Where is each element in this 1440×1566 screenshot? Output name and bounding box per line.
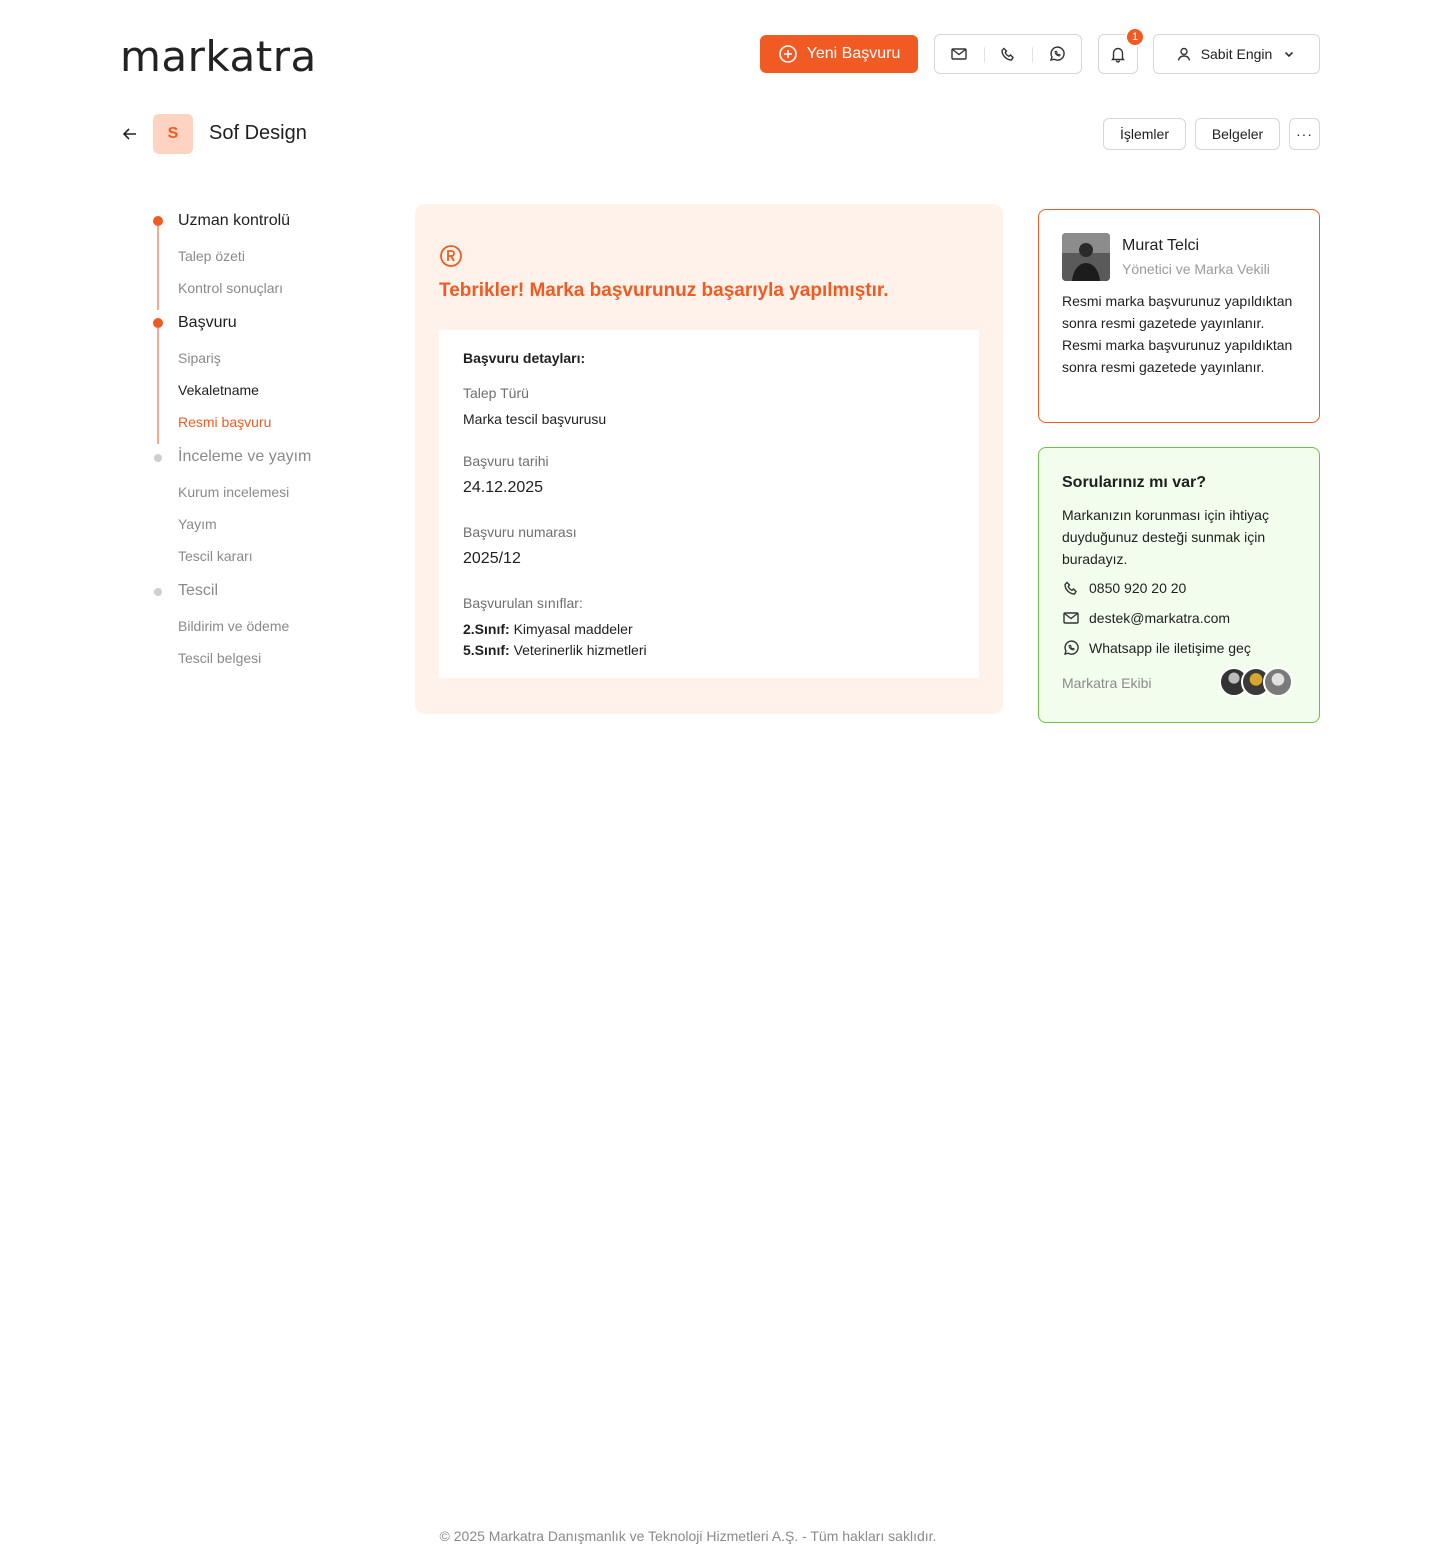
- bell-icon: [1109, 45, 1127, 63]
- step-basvuru[interactable]: Başvuru: [178, 314, 237, 331]
- applied-classes-label: Başvurulan sınıflar:: [463, 595, 583, 611]
- help-email-link[interactable]: [1062, 609, 1230, 627]
- new-application-button[interactable]: [760, 35, 918, 73]
- success-message: Tebrikler! Marka başvurunuz başarıyla yapılmıştır.: [439, 280, 889, 301]
- step-item-siparis[interactable]: Sipariş: [178, 350, 221, 366]
- agent-name: Murat Telci: [1122, 237, 1200, 254]
- contact-buttons: [934, 34, 1082, 74]
- page-subheader: [120, 114, 1320, 154]
- agent-photo: [1062, 233, 1110, 281]
- company-avatar: S: [153, 114, 193, 154]
- page-title: Sof Design: [209, 122, 307, 144]
- class-name: Veterinerlik hizmetleri: [513, 642, 647, 658]
- application-details: [439, 330, 979, 678]
- request-type-label: Talep Türü: [463, 385, 529, 401]
- step-connector: [157, 226, 159, 310]
- class-code: 2.Sınıf:: [463, 621, 510, 637]
- step-uzman-kontrolu[interactable]: Uzman kontrolü: [178, 212, 291, 229]
- team-label: Markatra Ekibi: [1062, 675, 1152, 691]
- user-name: Sabit Engin: [1200, 46, 1273, 62]
- phone-button[interactable]: [984, 35, 1033, 73]
- application-number-label: Başvuru numarası: [463, 524, 577, 540]
- step-indicator: [154, 588, 162, 596]
- step-inceleme-ve-yayim[interactable]: İnceleme ve yayım: [178, 448, 312, 465]
- agent-role: Yönetici ve Marka Vekili: [1122, 261, 1270, 277]
- whatsapp-icon: [1048, 45, 1066, 63]
- application-success-card: [415, 204, 1003, 714]
- step-item-resmi-basvuru[interactable]: Resmi başvuru: [178, 414, 272, 430]
- step-item-vekaletname[interactable]: Vekaletname: [178, 382, 259, 398]
- step-indicator: [153, 216, 163, 226]
- help-whatsapp-link[interactable]: [1062, 639, 1251, 657]
- team-avatars: [1219, 667, 1299, 699]
- application-date-value: 24.12.2025: [463, 479, 544, 496]
- mail-icon: [950, 45, 968, 63]
- help-phone-link[interactable]: [1062, 579, 1186, 597]
- help-card: [1038, 447, 1320, 723]
- whatsapp-icon: [1062, 639, 1080, 657]
- user-icon: [1176, 46, 1192, 62]
- whatsapp-button[interactable]: [1032, 35, 1081, 73]
- step-item-yayim[interactable]: Yayım: [178, 516, 217, 532]
- step-indicator: [153, 318, 163, 328]
- notification-badge: 1: [1125, 27, 1145, 47]
- details-heading: Başvuru detayları:: [463, 350, 586, 366]
- logo[interactable]: markatra: [120, 32, 317, 81]
- step-item-talep-ozeti[interactable]: Talep özeti: [178, 248, 245, 264]
- top-header: [120, 30, 1320, 81]
- help-email: destek@markatra.com: [1089, 610, 1231, 626]
- mail-icon: [1062, 609, 1080, 627]
- step-connector: [157, 328, 159, 444]
- class-item: [463, 642, 647, 658]
- documents-button[interactable]: Belgeler: [1195, 118, 1280, 150]
- new-application-label: Yeni Başvuru: [806, 45, 901, 62]
- request-type-value: Marka tescil başvurusu: [463, 411, 607, 427]
- application-date-label: Başvuru tarihi: [463, 453, 549, 469]
- phone-icon: [1062, 579, 1080, 597]
- class-code: 5.Sınıf:: [463, 642, 510, 658]
- application-number-value: 2025/12: [463, 550, 521, 567]
- registered-trademark-icon: [439, 244, 463, 268]
- agent-card: [1038, 209, 1320, 423]
- step-tescil[interactable]: Tescil: [178, 582, 219, 599]
- class-item: [463, 621, 633, 637]
- arrow-left-icon[interactable]: [120, 124, 140, 144]
- step-item-tescil-karari[interactable]: Tescil kararı: [178, 548, 253, 564]
- step-item-kurum-incelemesi[interactable]: Kurum incelemesi: [178, 484, 290, 500]
- plus-circle-icon: [778, 44, 798, 64]
- help-text: Markanızın korunması için ihtiyaç duyduğunuz desteği sunmak için buradayız.: [1062, 507, 1269, 567]
- footer-copyright: © 2025 Markatra Danışmanlık ve Teknoloji Hizmetleri A.Ş. - Tüm hakları saklıdır.: [439, 1528, 937, 1544]
- step-item-bildirim-ve-odeme[interactable]: Bildirim ve ödeme: [178, 618, 290, 634]
- chevron-down-icon: [1281, 46, 1297, 62]
- class-name: Kimyasal maddeler: [513, 621, 633, 637]
- avatar: [1263, 667, 1293, 697]
- agent-message: Resmi marka başvurunuz yapıldıktan sonra resmi gazetede yayınlanır. Resmi marka başvurunuz yapıldıktan sonra resmi gazetede yayınlanır.: [1062, 293, 1293, 375]
- more-options-button[interactable]: ···: [1289, 118, 1320, 150]
- user-menu[interactable]: [1153, 34, 1320, 74]
- step-indicator: [154, 454, 162, 462]
- step-item-tescil-belgesi[interactable]: Tescil belgesi: [178, 650, 262, 666]
- progress-steps: [150, 204, 390, 684]
- person-silhouette-icon: [1062, 233, 1110, 281]
- help-phone: 0850 920 20 20: [1089, 580, 1187, 596]
- step-item-kontrol-sonuclari[interactable]: Kontrol sonuçları: [178, 280, 284, 296]
- help-title: Sorularınız mı var?: [1062, 474, 1207, 491]
- mail-button[interactable]: [935, 35, 984, 73]
- phone-icon: [999, 45, 1017, 63]
- operations-button[interactable]: İşlemler: [1103, 118, 1186, 150]
- help-whatsapp: Whatsapp ile iletişime geç: [1089, 640, 1251, 656]
- notifications-button[interactable]: [1098, 31, 1139, 74]
